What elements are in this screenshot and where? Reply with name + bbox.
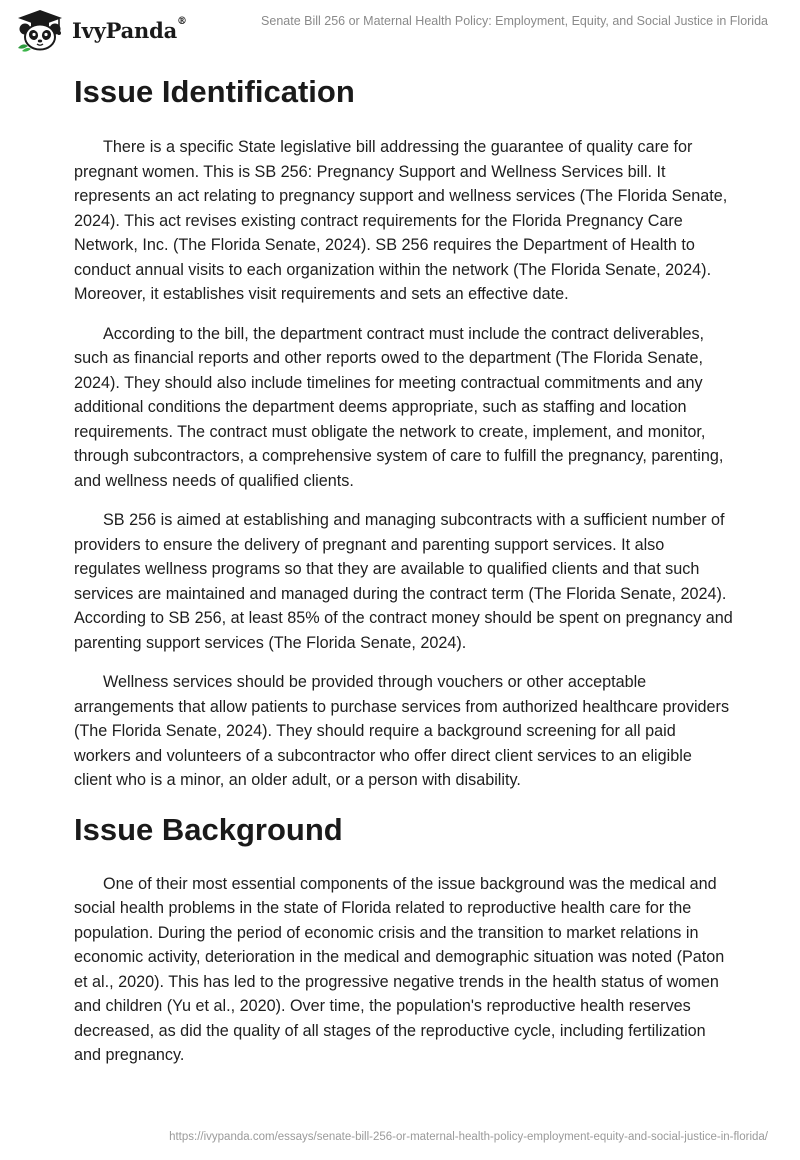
paragraph: One of their most essential components of the issue background was the medical and social health problems in the state of Florida related to reproductive health care for the population. During the period of economic crisis and the transition to market relations in economic activity, deterioration in the medical and demographic situation was noted (Paton et al., 2020). This has led to the progressive negative trends in the health status of women and children (Yu et al., 2020). Over time, the population's reproductive health reserves decreased, as did the quality of all stages of the reproductive cycle, including fertilization and pregnancy. [74,874,725,1064]
essay-content [74,70,734,1083]
registered-mark: ® [177,15,187,27]
page-header [0,0,800,60]
paragraph: Wellness services should be provided through vouchers or other acceptable arrangements that allow patients to purchase services from authorized healthcare providers (The Florida Senate, 2024). They should require a background screening for all paid workers and volunteers of a subcontractor who offer direct client services to an eligible client who is a minor, an older adult, or a person with disability. [74,673,730,789]
section-heading-issue-background: Issue Background [74,811,343,847]
paragraph: SB 256 is aimed at establishing and managing subcontracts with a sufficient number of providers to ensure the delivery of pregnant and parenting support services. It also regulates wellness programs so that they are available to qualified clients and that such services are maintained and managed during the contract term (The Florida Senate, 2024). According to SB 256, at least 85% of the contract money should be spent on pregnancy and parenting support services (The Florida Senate, 2024). [74,511,733,652]
paragraph: According to the bill, the department contract must include the contract deliverables, such as financial reports and other reports owed to the department (The Florida Senate, 2024). They should also include timelines for meeting contractual commitments and any additional conditions the department deems appropriate, such as staffing and location requirements. The contract must obligate the network to create, implement, and monitor, through subcontractors, a comprehensive system of care to fulfill the pregnancy, parenting, and wellness needs of qualified clients. [74,324,724,490]
logo-text: IvyPanda® [72,15,187,43]
source-url[interactable]: https://ivypanda.com/essays/senate-bill-256-or-maternal-health-policy-employment-equity-and-social-justice-in-florida/ [169,1131,768,1143]
panda-graduate-icon [14,8,66,52]
paragraph: There is a specific State legislative bill addressing the guarantee of quality care for pregnant women. This is SB 256: Pregnancy Support and Wellness Services bill. It represents an act relating to pregnancy support and wellness services (The Florida Senate, 2024). This act revises existing contract requirements for the Florida Pregnancy Care Network, Inc. (The Florida Senate, 2024). SB 256 requires the Department of Health to conduct annual visits to each organization within the network (The Florida Senate, 2024). Moreover, it establishes visit requirements and sets an effective date. [74,138,728,303]
document-title: Senate Bill 256 or Maternal Health Policy: Employment, Equity, and Social Justice in Florida [261,14,768,28]
section-heading-issue-identification: Issue Identification [74,74,355,109]
logo[interactable] [14,8,187,52]
